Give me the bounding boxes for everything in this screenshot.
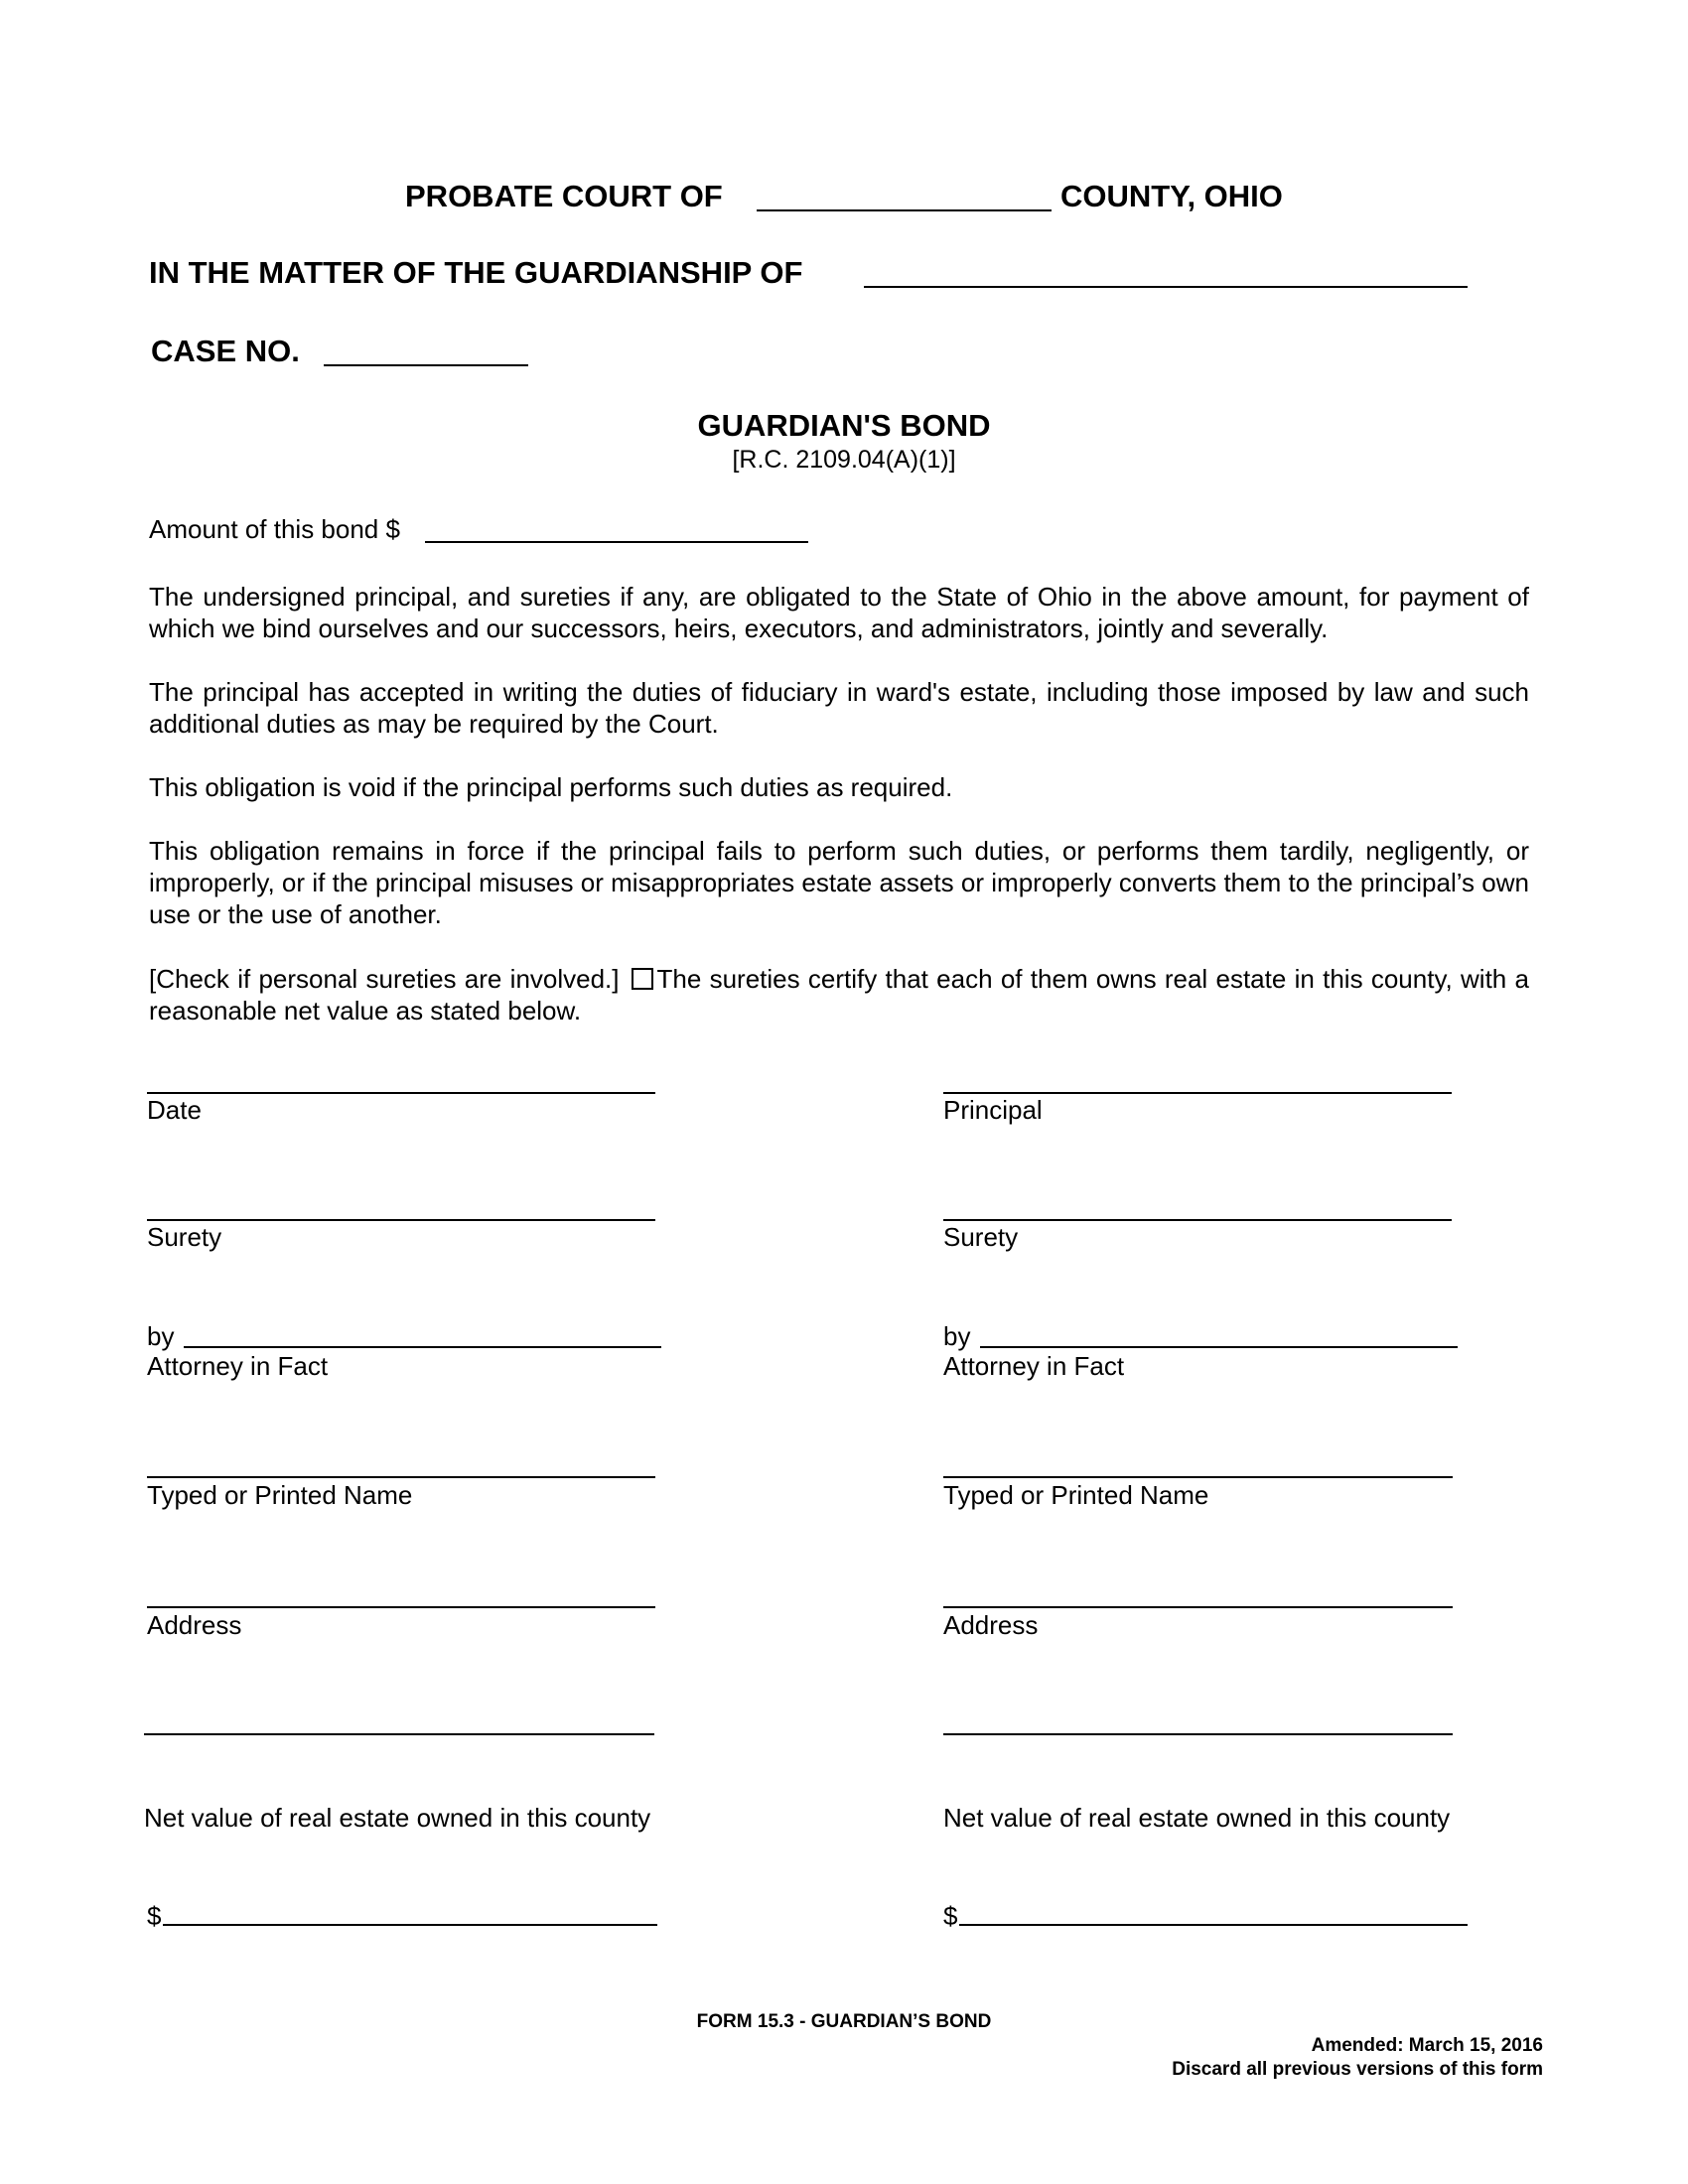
discard-notice: Discard all previous versions of this form [1172,2059,1543,2080]
right-typed-name-line[interactable] [943,1476,1453,1478]
right-attorney-label: Attorney in Fact [943,1351,1125,1381]
left-net-value-label: Net value of real estate owned in this county [144,1803,651,1833]
court-suffix: COUNTY, OHIO [1060,179,1283,213]
left-typed-name-line[interactable] [147,1476,655,1478]
right-surety-label: Surety [943,1222,1019,1252]
form-id: FORM 15.3 - GUARDIAN’S BOND [696,2011,992,2032]
form-title: GUARDIAN'S BOND [697,408,991,443]
right-dollar-sign: $ [943,1901,958,1931]
right-typed-name-label: Typed or Printed Name [943,1480,1209,1510]
sureties-paragraph [149,963,1529,1026]
sureties-check-text: The sureties certify that each of them owns real estate in this county, with a reasonable net value as stated below. [149,964,1529,1025]
sureties-check-prefix: [Check if personal sureties are involved.] [149,964,620,994]
left-by-label: by [147,1321,175,1351]
principal-label: Principal [943,1095,1043,1125]
left-typed-name-label: Typed or Printed Name [147,1480,413,1510]
case-number-field[interactable] [324,364,528,366]
principal-line[interactable] [943,1092,1452,1094]
right-net-value-field[interactable] [959,1924,1468,1926]
left-surety-line[interactable] [147,1219,655,1221]
date-label: Date [147,1095,202,1125]
left-attorney-line[interactable] [184,1346,661,1348]
ward-name-field[interactable] [864,286,1468,288]
statute-reference: [R.C. 2109.04(A)(1)] [732,446,956,474]
right-by-label: by [943,1321,971,1351]
amount-field[interactable] [425,541,808,543]
left-address-line-2[interactable] [144,1733,654,1735]
obligation-paragraph: The undersigned principal, and sureties if any, are obligated to the State of Ohio in the above amount, for payment of which we bind ourselves and our successors, heirs, executors, and administrators, jointly and severally. [149,582,1529,643]
right-net-value-label: Net value of real estate owned in this county [943,1803,1451,1833]
matter-label: IN THE MATTER OF THE GUARDIANSHIP OF [149,255,803,290]
left-address-line[interactable] [147,1606,655,1608]
left-net-value-field[interactable] [163,1924,657,1926]
force-paragraph: This obligation remains in force if the principal fails to perform such duties, or performs them tardily, negligently, or improperly, or if the principal misuses or misappropriates estate assets or improperly converts them to the principal’s own use or the use of another. [149,836,1529,929]
left-dollar-sign: $ [147,1901,162,1931]
left-address-label: Address [147,1610,242,1640]
amended-date: Amended: March 15, 2016 [1311,2035,1543,2056]
left-attorney-label: Attorney in Fact [147,1351,329,1381]
void-paragraph: This obligation is void if the principal performs such duties as required. [149,772,953,802]
duties-paragraph: The principal has accepted in writing the duties of fiduciary in ward's estate, including those imposed by law and such additional duties as may be required by the Court. [149,677,1529,739]
court-prefix: PROBATE COURT OF [405,179,723,213]
right-surety-line[interactable] [943,1219,1452,1221]
amount-label: Amount of this bond $ [149,514,400,544]
county-field[interactable] [757,209,1052,211]
date-line[interactable] [147,1092,655,1094]
sureties-checkbox[interactable] [632,968,653,990]
left-surety-label: Surety [147,1222,222,1252]
right-attorney-line[interactable] [980,1346,1458,1348]
case-label: CASE NO. [151,334,300,368]
right-address-label: Address [943,1610,1039,1640]
right-address-line[interactable] [943,1606,1453,1608]
right-address-line-2[interactable] [943,1733,1453,1735]
